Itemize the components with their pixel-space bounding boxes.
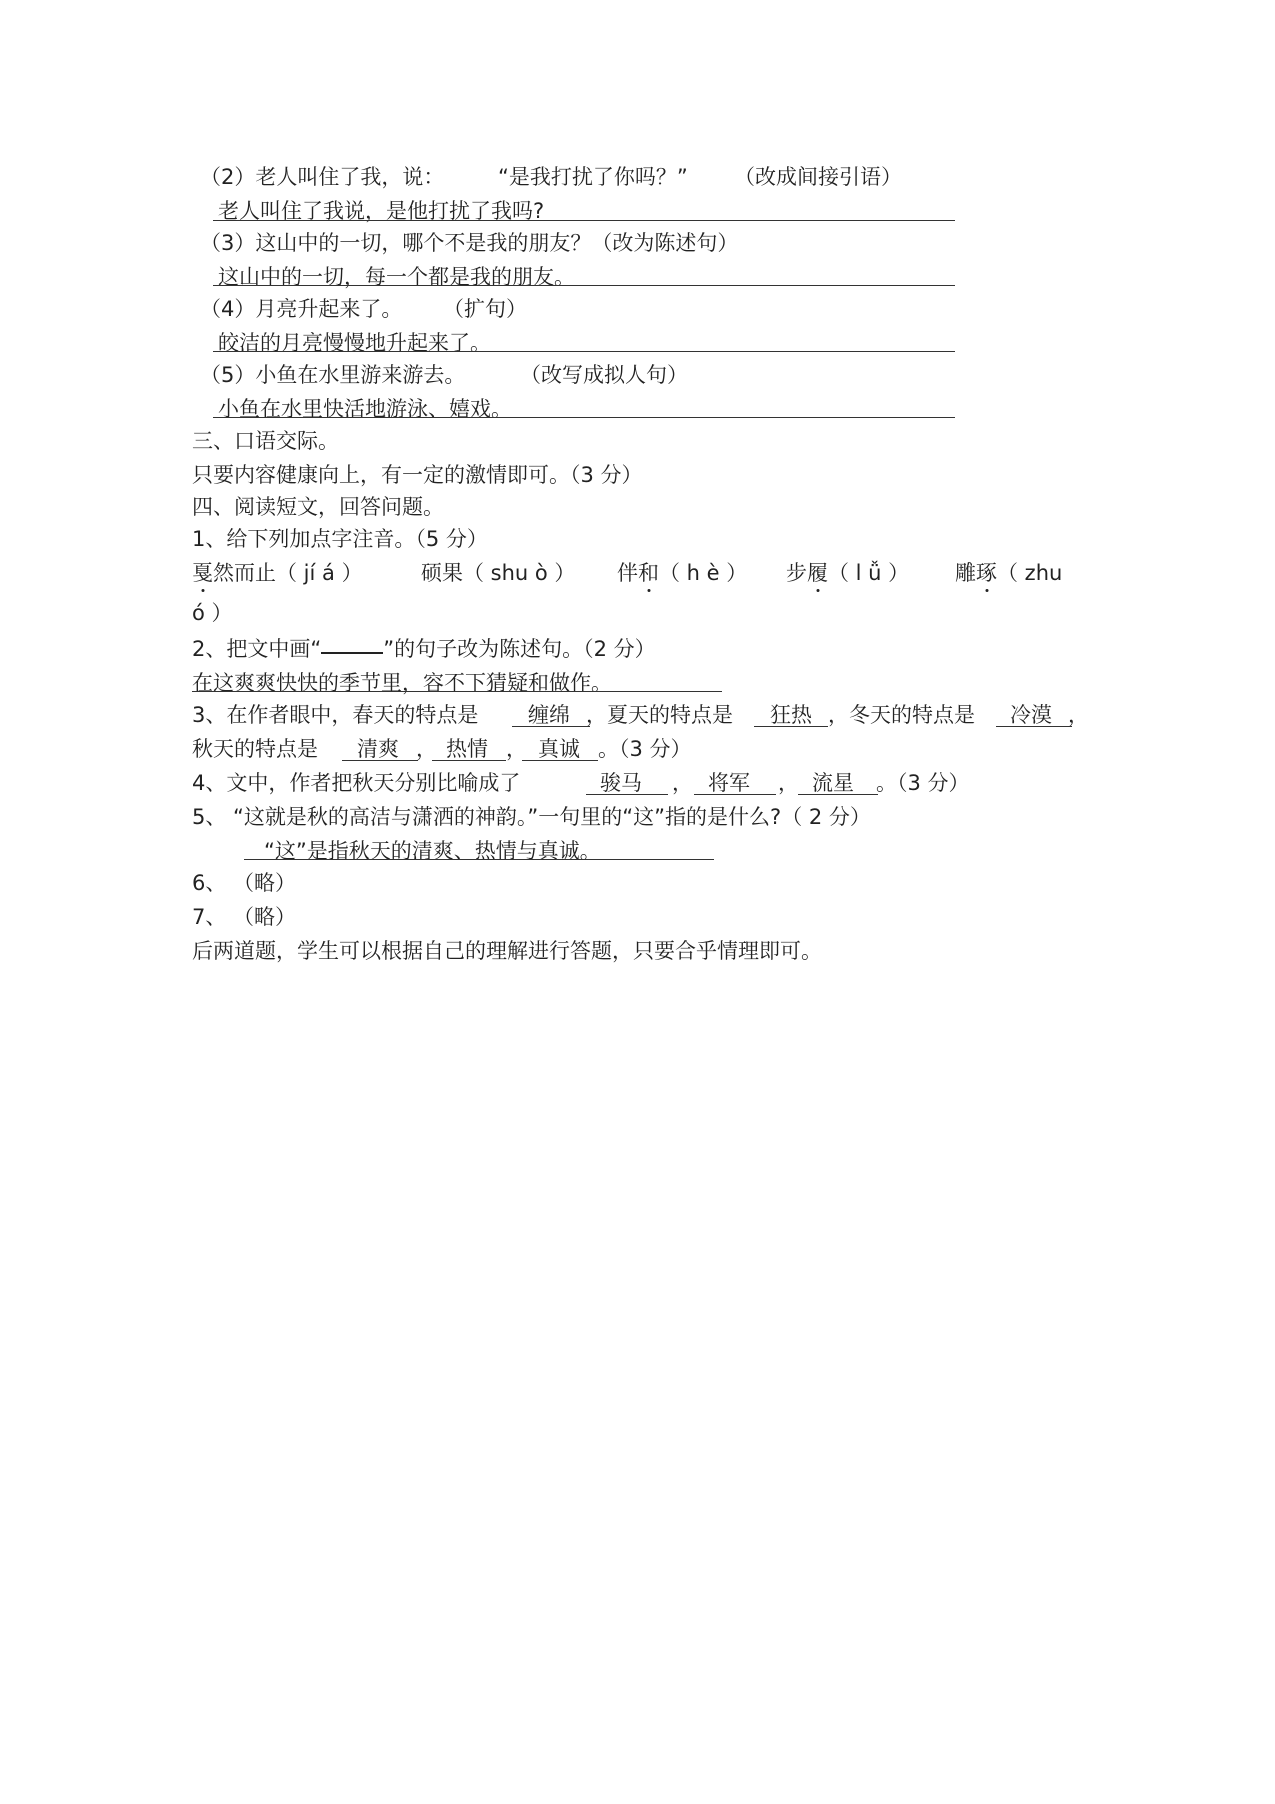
q3-answer-line <box>213 285 955 286</box>
r4-comma-1: ， <box>672 771 693 795</box>
r4-comma-2: ， <box>778 771 799 795</box>
r6: 6、 （略） <box>192 871 297 895</box>
r3-a2: 狂热 <box>770 703 812 727</box>
r2-answer: 在这爽爽快快的季节里，容不下猜疑和做作。 <box>192 671 612 695</box>
r2-prompt-a: 2、把文中画“ <box>192 637 322 661</box>
r1-item-1-post: 然而止 <box>213 561 276 585</box>
r1-item-4 <box>786 560 909 586</box>
q4-number: （4） <box>200 297 256 321</box>
r3-a5: 热情 <box>446 737 488 761</box>
section3-content: 只要内容健康向上，有一定的激情即可。（3 分） <box>192 463 643 487</box>
q3-number: （3） <box>200 231 256 255</box>
r4-a3: 流星 <box>812 771 854 795</box>
r5-answer-line <box>244 859 714 860</box>
q3-line <box>200 230 738 256</box>
r3-p3: ，冬天的特点是 <box>828 703 975 727</box>
r2-blank <box>321 636 383 654</box>
r2-answer-line <box>192 691 722 692</box>
r4-a1-underline <box>586 794 668 795</box>
r3-p2: ，夏天的特点是 <box>586 703 733 727</box>
r3-a2-underline <box>754 726 828 727</box>
r4-a3-underline <box>798 794 878 795</box>
r3-a1-underline <box>512 726 590 727</box>
r3-a4: 清爽 <box>357 737 399 761</box>
r1-item-3 <box>617 560 747 586</box>
r3-a3: 冷漠 <box>1010 703 1052 727</box>
q4-line <box>200 296 402 322</box>
r1-item-5 <box>955 560 1062 586</box>
q3-answer: 这山中的一切，每一个都是我的朋友。 <box>218 265 575 289</box>
q2-quote: “是我打扰了你吗？” <box>498 165 688 189</box>
r1-item-3-pinyin: （ h è ） <box>659 561 748 585</box>
r3-a6-underline <box>522 760 598 761</box>
closing-note: 后两道题，学生可以根据自己的理解进行答题，只要合乎情理即可。 <box>192 939 822 963</box>
q5-number: （5） <box>200 363 256 387</box>
r1-item-4-pinyin: （ l ǚ ） <box>828 561 910 585</box>
r2-prompt-b: ”的句子改为陈述句。（2 分） <box>383 637 656 661</box>
r1-item-2-pinyin: （ shu ò ） <box>463 561 576 585</box>
q2-line <box>200 164 444 190</box>
r5-prompt: 5、 “这就是秋的高洁与潇洒的神韵。”一句里的“这”指的是什么?（ 2 分） <box>192 805 871 829</box>
r1-item-5-pinyin: （ zhu <box>997 561 1063 585</box>
q2-prompt: 老人叫住了我，说： <box>255 165 445 189</box>
q5-prompt: 小鱼在水里游来游去。 <box>255 363 466 387</box>
q5-answer: 小鱼在水里快活地游泳、嬉戏。 <box>218 397 512 421</box>
r4-a2: 将军 <box>708 771 750 795</box>
r4-score: 。（3 分） <box>876 771 970 795</box>
q5-task: （改写成拟人句） <box>520 363 688 387</box>
r1-item-5-pre: 雕 <box>955 561 976 585</box>
r1-item-4-pre: 步 <box>786 561 807 585</box>
r1-item-1 <box>192 560 363 586</box>
section4-heading: 四、阅读短文，回答问题。 <box>192 495 444 519</box>
r3-score: 。（3 分） <box>598 737 692 761</box>
r3-p4: ， <box>1068 703 1089 727</box>
r7: 7、 （略） <box>192 905 297 929</box>
r3-comma-2: ， <box>506 737 527 761</box>
section3-heading: 三、口语交际。 <box>192 429 339 453</box>
r1-item-4-dotted: 履 <box>807 561 828 585</box>
r3-comma-1: ， <box>416 737 437 761</box>
r4-a2-underline <box>694 794 776 795</box>
r3-a1: 缠绵 <box>528 703 570 727</box>
r1-item-2-pre: 硕果 <box>421 561 463 585</box>
q4-task: （扩句） <box>443 297 527 321</box>
r3-p5: 秋天的特点是 <box>192 737 318 761</box>
r1-item-1-pinyin: （ jí á ） <box>276 561 363 585</box>
r1-prompt: 1、给下列加点字注音。（5 分） <box>192 527 488 551</box>
q3-prompt: 这山中的一切，哪个不是我的朋友？（改为陈述句） <box>255 231 739 255</box>
q4-answer-line <box>213 351 955 352</box>
r3-a4-underline <box>342 760 418 761</box>
r1-item-1-dotted: 戛 <box>192 561 213 585</box>
q2-answer-line <box>213 220 955 221</box>
q2-task: （改成间接引语） <box>734 165 902 189</box>
r2-prompt <box>192 636 656 662</box>
r3-a5-underline <box>432 760 506 761</box>
q5-answer-line <box>213 417 955 418</box>
q4-prompt: 月亮升起来了。 <box>255 297 403 321</box>
r1-item-2 <box>421 560 575 586</box>
r3-a6: 真诚 <box>538 737 580 761</box>
r1-item-5-dotted: 琢 <box>976 561 997 585</box>
q5-line <box>200 362 465 388</box>
r4-a1: 骏马 <box>600 771 642 795</box>
r4-p1: 4、文中，作者把秋天分别比喻成了 <box>192 771 521 795</box>
r1-item-3-dotted: 和 <box>638 561 659 585</box>
r1-wrap: ó ） <box>192 601 233 625</box>
r3-a3-underline <box>996 726 1072 727</box>
q2-number: （2） <box>200 165 256 189</box>
q4-answer: 皎洁的月亮慢慢地升起来了。 <box>218 331 491 355</box>
r3-p1: 3、在作者眼中，春天的特点是 <box>192 703 479 727</box>
q2-answer: 老人叫住了我说，是他打扰了我吗? <box>218 199 545 223</box>
r1-item-3-pre: 伴 <box>617 561 638 585</box>
r5-answer: “这”是指秋天的清爽、热情与真诚。 <box>264 839 601 863</box>
